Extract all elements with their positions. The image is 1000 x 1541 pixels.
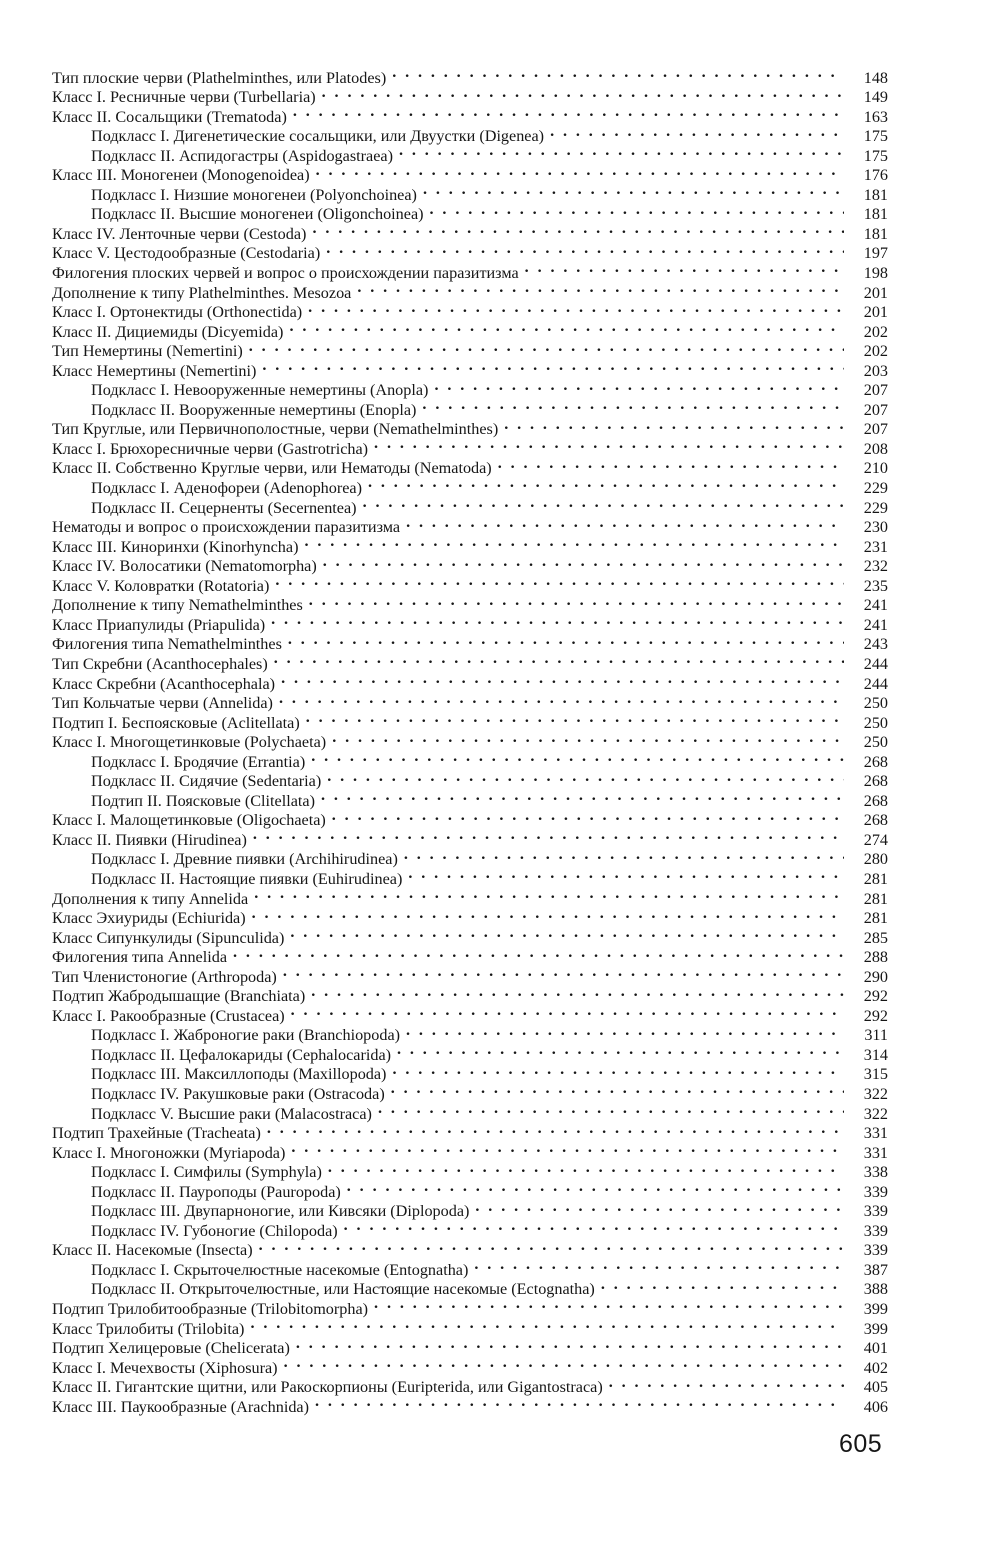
toc-entry-page: 163 bbox=[863, 107, 888, 126]
dot-leader bbox=[430, 200, 844, 220]
toc-entry-title: Подкласс II. Пауроподы (Pauropoda) bbox=[91, 1182, 341, 1201]
toc-entry-page: 203 bbox=[863, 361, 888, 380]
dot-leader bbox=[392, 1060, 844, 1080]
toc-entry-title: Подтип Трахейные (Tracheata) bbox=[52, 1124, 261, 1143]
toc-entry-page: 268 bbox=[863, 772, 888, 791]
toc-entry-page: 339 bbox=[863, 1241, 888, 1260]
toc-entry-page: 331 bbox=[863, 1124, 888, 1143]
toc-entry-title: Класс IV. Ленточные черви (Cestoda) bbox=[52, 224, 307, 243]
dot-leader bbox=[267, 1119, 844, 1139]
toc-entry-title: Класс V. Коловратки (Rotatoria) bbox=[52, 576, 270, 595]
dot-leader bbox=[347, 1177, 844, 1197]
toc-entry-title: Подкласс II. Сецерненты (Secernentea) bbox=[91, 498, 357, 517]
toc-entry-title: Подкласс IV. Губоногие (Chilopoda) bbox=[91, 1221, 338, 1240]
toc-entry-title: Тип Круглые, или Первичнополостные, черви (Nemathelminthes) bbox=[52, 420, 499, 439]
toc-entry-title: Класс IV. Волосатики (Nematomorpha) bbox=[52, 557, 317, 576]
toc-entry-page: 274 bbox=[863, 830, 888, 849]
toc-entry-title: Подкласс I. Древние пиявки (Archihirudinea) bbox=[91, 850, 398, 869]
toc-entry-title: Класс Трилобиты (Trilobita) bbox=[52, 1319, 245, 1338]
toc-entry-page: 202 bbox=[863, 322, 888, 341]
toc-entry-page: 402 bbox=[863, 1358, 888, 1377]
dot-leader bbox=[332, 728, 844, 748]
toc-entry-page: 201 bbox=[863, 283, 888, 302]
dot-leader bbox=[315, 1392, 844, 1412]
dot-leader bbox=[274, 649, 844, 669]
toc-entry-title: Подкласс II. Открыточелюстные, или Настоящие насекомые (Ectognatha) bbox=[91, 1280, 595, 1299]
toc-entry-page: 339 bbox=[863, 1182, 888, 1201]
dot-leader bbox=[374, 1294, 844, 1314]
toc-entry-page: 149 bbox=[863, 88, 888, 107]
toc-entry-title: Филогения типа Nemathelminthes bbox=[52, 635, 282, 654]
toc-entry-page: 339 bbox=[863, 1221, 888, 1240]
dot-leader bbox=[397, 1040, 844, 1060]
toc-entry-title: Класс I. Малощетинковые (Oligochaeta) bbox=[52, 811, 326, 830]
toc-entry-page: 285 bbox=[863, 928, 888, 947]
toc-entry-title: Класс Скребни (Acanthocephala) bbox=[52, 674, 276, 693]
toc-entry-page: 268 bbox=[863, 811, 888, 830]
dot-leader bbox=[291, 1138, 844, 1158]
toc-entry-page: 288 bbox=[863, 948, 888, 967]
dot-leader bbox=[332, 806, 844, 826]
toc-entry-page: 399 bbox=[863, 1319, 888, 1338]
table-of-contents bbox=[52, 63, 888, 1416]
toc-entry-page: 322 bbox=[863, 1104, 888, 1123]
toc-entry-title: Класс III. Киноринхи (Kinorhyncha) bbox=[52, 537, 299, 556]
toc-entry-title: Класс II. Гигантские щитни, или Ракоскорпионы (Euripterida, или Gigantostraca) bbox=[52, 1378, 603, 1397]
dot-leader bbox=[609, 1373, 844, 1393]
toc-entry-title: Подкласс II. Вооруженные немертины (Enopla) bbox=[91, 400, 417, 419]
dot-leader bbox=[291, 1001, 844, 1021]
dot-leader bbox=[262, 356, 844, 376]
toc-entry-page: 268 bbox=[863, 752, 888, 771]
toc-entry-page: 148 bbox=[863, 68, 888, 87]
dot-leader bbox=[399, 141, 844, 161]
dot-leader bbox=[404, 845, 844, 865]
dot-leader bbox=[308, 298, 844, 318]
toc-entry-page: 292 bbox=[863, 987, 888, 1006]
toc-entry-title: Класс I. Ракообразные (Crustacea) bbox=[52, 1006, 285, 1025]
dot-leader bbox=[434, 376, 844, 396]
toc-entry-page: 281 bbox=[863, 909, 888, 928]
dot-leader bbox=[474, 1255, 844, 1275]
toc-entry-title: Подкласс I. Жаброногие раки (Branchiopoda) bbox=[91, 1026, 401, 1045]
dot-leader bbox=[498, 454, 844, 474]
toc-entry-page: 197 bbox=[863, 244, 888, 263]
toc-entry-page: 244 bbox=[863, 674, 888, 693]
toc-entry-page: 405 bbox=[863, 1378, 888, 1397]
dot-leader bbox=[344, 1216, 844, 1236]
dot-leader bbox=[357, 278, 844, 298]
toc-entry-page: 290 bbox=[863, 967, 888, 986]
toc-entry-title: Подкласс V. Высшие раки (Malacostraca) bbox=[91, 1104, 372, 1123]
toc-entry-page: 208 bbox=[863, 439, 888, 458]
toc-entry-page: 250 bbox=[863, 733, 888, 752]
dot-leader bbox=[323, 552, 844, 572]
toc-entry-title: Класс II. Собственно Круглые черви, или Нематоды (Nematoda) bbox=[52, 459, 492, 478]
toc-entry-title: Класс Сипункулиды (Sipunculida) bbox=[52, 928, 285, 947]
dot-leader bbox=[288, 630, 844, 650]
toc-entry bbox=[52, 63, 888, 87]
dot-leader bbox=[283, 962, 844, 982]
toc-entry-title: Класс V. Цестодообразные (Cestodaria) bbox=[52, 244, 321, 263]
dot-leader bbox=[259, 1236, 844, 1256]
dot-leader bbox=[309, 591, 844, 611]
toc-entry-page: 292 bbox=[863, 1006, 888, 1025]
toc-entry-page: 311 bbox=[864, 1026, 888, 1045]
toc-entry-page: 314 bbox=[863, 1045, 888, 1064]
toc-entry-page: 181 bbox=[863, 224, 888, 243]
toc-entry-page: 202 bbox=[863, 342, 888, 361]
toc-entry-page: 175 bbox=[863, 127, 888, 146]
toc-entry-title: Подкласс III. Максиллоподы (Maxillopoda) bbox=[91, 1065, 387, 1084]
dot-leader bbox=[391, 1079, 844, 1099]
toc-entry-title: Класс Приапулиды (Priapulida) bbox=[52, 615, 266, 634]
dot-leader bbox=[392, 63, 844, 83]
dot-leader bbox=[368, 473, 844, 493]
toc-entry-page: 181 bbox=[863, 205, 888, 224]
dot-leader bbox=[254, 884, 844, 904]
toc-entry-page: 229 bbox=[863, 498, 888, 517]
dot-leader bbox=[327, 767, 844, 787]
toc-entry-page: 338 bbox=[863, 1163, 888, 1182]
toc-entry-title: Класс I. Многощетинковые (Polychaeta) bbox=[52, 733, 327, 752]
toc-entry-title: Тип плоские черви (Plathelminthes, или Platodes) bbox=[52, 68, 387, 87]
toc-entry-page: 181 bbox=[863, 185, 888, 204]
dot-leader bbox=[296, 1334, 844, 1354]
dot-leader bbox=[233, 943, 844, 963]
toc-entry-title: Класс I. Мечехвосты (Xiphosura) bbox=[52, 1358, 278, 1377]
dot-leader bbox=[281, 669, 844, 689]
toc-entry-page: 231 bbox=[863, 537, 888, 556]
toc-entry-title: Подтип Трилобитообразные (Trilobitomorpha) bbox=[52, 1300, 369, 1318]
dot-leader bbox=[422, 395, 844, 415]
toc-entry-title: Класс II. Дициемиды (Dicyemida) bbox=[52, 322, 284, 341]
toc-entry-title: Тип Скребни (Acanthocephales) bbox=[52, 654, 268, 673]
toc-entry-title: Подкласс IV. Ракушковые раки (Ostracoda) bbox=[91, 1084, 385, 1103]
toc-entry-page: 280 bbox=[863, 850, 888, 869]
toc-entry-page: 401 bbox=[863, 1339, 888, 1358]
page-number: 605 bbox=[839, 1430, 883, 1458]
toc-entry-page: 176 bbox=[863, 166, 888, 185]
toc-entry-title: Класс II. Насекомые (Insecta) bbox=[52, 1241, 253, 1260]
toc-entry-title: Дополнение к типу Plathelminthes. Mesozoa bbox=[52, 283, 352, 302]
toc-entry-title: Подтип I. Беспоясковые (Aclitellata) bbox=[52, 713, 300, 732]
dot-leader bbox=[475, 1197, 844, 1217]
dot-leader bbox=[275, 571, 844, 591]
toc-entry-title: Тип Членистоногие (Arthropoda) bbox=[52, 967, 277, 986]
toc-entry-title: Класс Немертины (Nemertini) bbox=[52, 361, 257, 380]
toc-entry-page: 250 bbox=[863, 713, 888, 732]
toc-entry-page: 406 bbox=[863, 1397, 888, 1416]
toc-entry-page: 399 bbox=[863, 1300, 888, 1318]
dot-leader bbox=[311, 982, 844, 1002]
toc-entry-page: 201 bbox=[863, 303, 888, 322]
toc-entry-page: 322 bbox=[863, 1084, 888, 1103]
dot-leader bbox=[326, 239, 844, 259]
dot-leader bbox=[423, 180, 844, 200]
dot-leader bbox=[322, 83, 844, 103]
dot-leader bbox=[328, 1158, 844, 1178]
toc-entry-title: Подкласс II. Высшие моногенеи (Oligonchoinea) bbox=[91, 205, 424, 224]
toc-entry-page: 281 bbox=[863, 869, 888, 888]
toc-entry-title: Подтип II. Поясковые (Clitellata) bbox=[91, 791, 315, 810]
toc-entry-page: 331 bbox=[863, 1143, 888, 1162]
toc-entry-title: Подкласс II. Аспидогастры (Aspidogastraea) bbox=[91, 146, 393, 165]
toc-entry-title: Дополнения к типу Annelida bbox=[52, 889, 249, 908]
dot-leader bbox=[271, 610, 844, 630]
toc-entry-page: 388 bbox=[863, 1280, 888, 1299]
dot-leader bbox=[279, 689, 844, 709]
toc-entry-page: 315 bbox=[863, 1065, 888, 1084]
toc-entry-title: Подкласс II. Сидячие (Sedentaria) bbox=[91, 772, 322, 791]
toc-entry-title: Подкласс I. Аденофореи (Adenophorea) bbox=[91, 479, 362, 498]
toc-entry-page: 207 bbox=[863, 420, 888, 439]
dot-leader bbox=[253, 825, 844, 845]
dot-leader bbox=[374, 434, 844, 454]
toc-entry-page: 230 bbox=[863, 518, 888, 537]
toc-entry-title: Дополнение к типу Nemathelminthes bbox=[52, 596, 303, 615]
dot-leader bbox=[306, 708, 844, 728]
toc-entry-title: Класс I. Ресничные черви (Turbellaria) bbox=[52, 88, 316, 107]
toc-entry-title: Класс II. Сосальщики (Trematoda) bbox=[52, 107, 287, 126]
dot-leader bbox=[304, 532, 844, 552]
toc-entry-title: Подтип Хелицеровые (Chelicerata) bbox=[52, 1339, 290, 1358]
toc-entry-page: 210 bbox=[863, 459, 888, 478]
dot-leader bbox=[284, 1353, 844, 1373]
dot-leader bbox=[311, 747, 844, 767]
toc-entry-title: Тип Кольчатые черви (Annelida) bbox=[52, 694, 273, 713]
toc-entry-page: 387 bbox=[863, 1260, 888, 1279]
toc-entry-title: Класс I. Ортонектиды (Orthonectida) bbox=[52, 303, 303, 322]
toc-entry-title: Подтип Жабродышащие (Branchiata) bbox=[52, 987, 306, 1006]
toc-entry-page: 232 bbox=[863, 557, 888, 576]
toc-entry-title: Подкласс I. Дигенетические сосальщики, или Двуустки (Digenea) bbox=[91, 127, 545, 146]
toc-entry-page: 268 bbox=[863, 791, 888, 810]
toc-entry-title: Подкласс I. Бродячие (Errantia) bbox=[91, 752, 306, 771]
toc-entry-title: Класс I. Многоножки (Myriapoda) bbox=[52, 1143, 286, 1162]
dot-leader bbox=[504, 415, 844, 435]
toc-entry-page: 207 bbox=[863, 400, 888, 419]
toc-entry-page: 241 bbox=[863, 596, 888, 615]
toc-entry-title: Класс Эхиуриды (Echiurida) bbox=[52, 909, 246, 928]
dot-leader bbox=[290, 923, 844, 943]
dot-leader bbox=[525, 258, 844, 278]
toc-entry-title: Подкласс I. Симфилы (Symphyla) bbox=[91, 1163, 322, 1182]
dot-leader bbox=[601, 1275, 844, 1295]
dot-leader bbox=[363, 493, 844, 513]
toc-entry-page: 235 bbox=[863, 576, 888, 595]
dot-leader bbox=[289, 317, 844, 337]
toc-entry-title: Класс II. Пиявки (Hirudinea) bbox=[52, 830, 247, 849]
toc-entry-page: 207 bbox=[863, 381, 888, 400]
toc-entry-title: Подкласс III. Двупарноногие, или Кивсяки (Diplopoda) bbox=[91, 1202, 470, 1221]
dot-leader bbox=[312, 219, 844, 239]
toc-entry-title: Подкласс I. Скрыточелюстные насекомые (Entognatha) bbox=[91, 1260, 469, 1279]
toc-entry-title: Филогения типа Annelida bbox=[52, 948, 228, 967]
dot-leader bbox=[406, 513, 844, 533]
toc-entry-page: 243 bbox=[863, 635, 888, 654]
toc-entry-title: Класс III. Паукообразные (Arachnida) bbox=[52, 1397, 309, 1416]
toc-entry-title: Нематоды и вопрос о происхождении паразитизма bbox=[52, 518, 401, 537]
toc-entry-title: Подкласс I. Низшие моногенеи (Polyonchoinea) bbox=[91, 185, 417, 204]
dot-leader bbox=[550, 122, 844, 142]
dot-leader bbox=[252, 904, 844, 924]
dot-leader bbox=[408, 864, 844, 884]
toc-entry-page: 250 bbox=[863, 694, 888, 713]
toc-entry-page: 241 bbox=[863, 615, 888, 634]
toc-entry-title: Подкласс II. Настоящие пиявки (Euhirudinea) bbox=[91, 869, 403, 888]
toc-entry-title: Тип Немертины (Nemertini) bbox=[52, 342, 243, 361]
toc-entry-page: 281 bbox=[863, 889, 888, 908]
toc-entry-title: Подкласс I. Невооруженные немертины (Anopla) bbox=[91, 381, 429, 400]
dot-leader bbox=[378, 1099, 844, 1119]
dot-leader bbox=[406, 1021, 844, 1041]
toc-entry-page: 339 bbox=[863, 1202, 888, 1221]
dot-leader bbox=[250, 1314, 844, 1334]
toc-entry-page: 229 bbox=[863, 479, 888, 498]
toc-entry-page: 198 bbox=[863, 264, 888, 283]
toc-entry-title: Филогения плоских червей и вопрос о происхождении паразитизма bbox=[52, 264, 519, 283]
toc-entry-title: Класс I. Брюхоресничные черви (Gastrotricha) bbox=[52, 439, 369, 458]
dot-leader bbox=[293, 102, 844, 122]
dot-leader bbox=[321, 786, 844, 806]
toc-entry-title: Класс III. Моногенеи (Monogenoidea) bbox=[52, 166, 310, 185]
toc-entry-page: 175 bbox=[863, 146, 888, 165]
toc-entry-title: Подкласс II. Цефалокариды (Cephalocarida) bbox=[91, 1045, 392, 1064]
dot-leader bbox=[249, 337, 844, 357]
toc-entry-page: 244 bbox=[863, 654, 888, 673]
dot-leader bbox=[316, 161, 844, 181]
